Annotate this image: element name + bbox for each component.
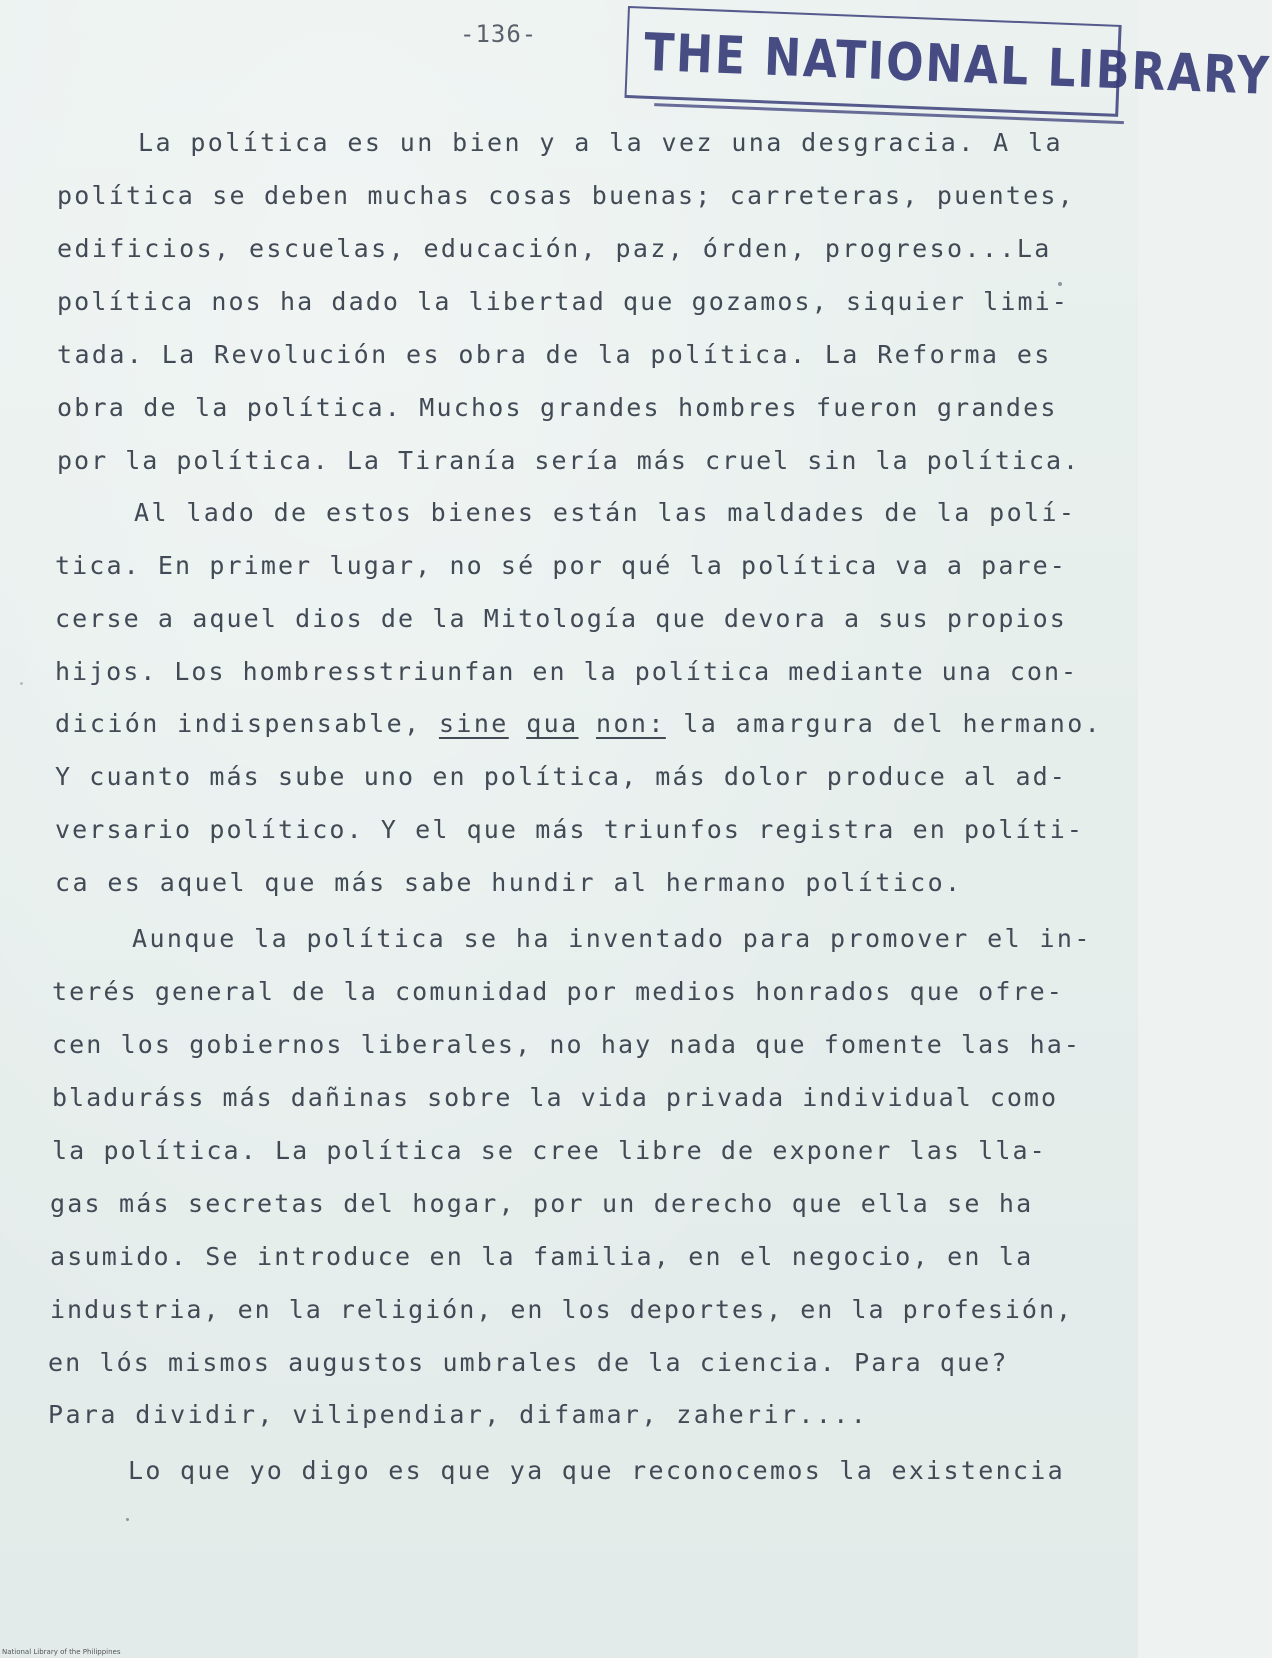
text-line: cen los gobiernos liberales, no hay nada que fomente las ha- <box>52 1030 1082 1059</box>
text-segment: la amargura del hermano. <box>683 709 1103 738</box>
text-line: industria, en la religión, en los deportes, en la profesión, <box>50 1295 1074 1324</box>
text-line: tada. La Revolución es obra de la política. La Reforma es <box>57 340 1052 369</box>
text-line: terés general de la comunidad por medios honrados que ofre- <box>52 977 1064 1006</box>
underlined-word: qua <box>526 709 579 738</box>
text-line: en lós mismos augustos umbrales de la ciencia. Para que? <box>48 1348 1009 1377</box>
paper-speck <box>1058 282 1062 286</box>
text-line-with-latin-phrase <box>55 709 1102 738</box>
text-line: por la política. La Tiranía sería más cruel sin la política. <box>57 446 1081 475</box>
underlined-word: sine <box>438 709 509 738</box>
paper-speck <box>126 1518 129 1521</box>
text-line: asumido. Se introduce en la familia, en el negocio, en la <box>50 1242 1034 1271</box>
text-line: Aunque la política se ha inventado para promover el in- <box>132 924 1092 953</box>
text-line: Y cuanto más sube uno en política, más dolor produce al ad- <box>55 762 1067 791</box>
stamp-text: THE NATIONAL LIBRARY <box>643 22 1272 107</box>
text-segment: dición indispensable, <box>55 709 422 738</box>
text-line: Al lado de estos bienes están las maldades de la polí- <box>134 498 1077 527</box>
underlined-word: non: <box>596 709 666 738</box>
text-line: cerse a aquel dios de la Mitología que devora a sus propios <box>55 604 1067 633</box>
text-line: ca es aquel que más sabe hundir al hermano político. <box>55 868 963 897</box>
footer-credit: National Library of the Philippines <box>2 1648 121 1656</box>
text-line: Lo que yo digo es que ya que reconocemos la existencia <box>128 1456 1065 1485</box>
text-line: política nos ha dado la libertad que gozamos, siquier limi- <box>57 287 1069 316</box>
text-line: bladuráss más dañinas sobre la vida privada individual como <box>52 1083 1059 1112</box>
text-line: hijos. Los hombresstriunfan en la política mediante una con- <box>55 657 1079 686</box>
text-line: gas más secretas del hogar, por un derecho que ella se ha <box>50 1189 1034 1218</box>
text-line: la política. La política se cree libre de exponer las lla- <box>52 1136 1047 1165</box>
page-number: -136- <box>460 20 538 48</box>
text-line: Para dividir, vilipendiar, difamar, zaherir.... <box>48 1400 869 1429</box>
text-line: La política es un bien y a la vez una desgracia. A la <box>138 128 1063 157</box>
text-line: edificios, escuelas, educación, paz, órden, progreso...La <box>57 234 1052 263</box>
text-line: tica. En primer lugar, no sé por qué la política va a pare- <box>55 551 1067 580</box>
text-line: obra de la política. Muchos grandes hombres fueron grandes <box>57 393 1058 422</box>
text-line: versario político. Y el que más triunfos registra en políti- <box>55 815 1085 844</box>
text-line: política se deben muchas cosas buenas; carreteras, puentes, <box>57 181 1075 210</box>
paper-speck <box>20 682 23 685</box>
